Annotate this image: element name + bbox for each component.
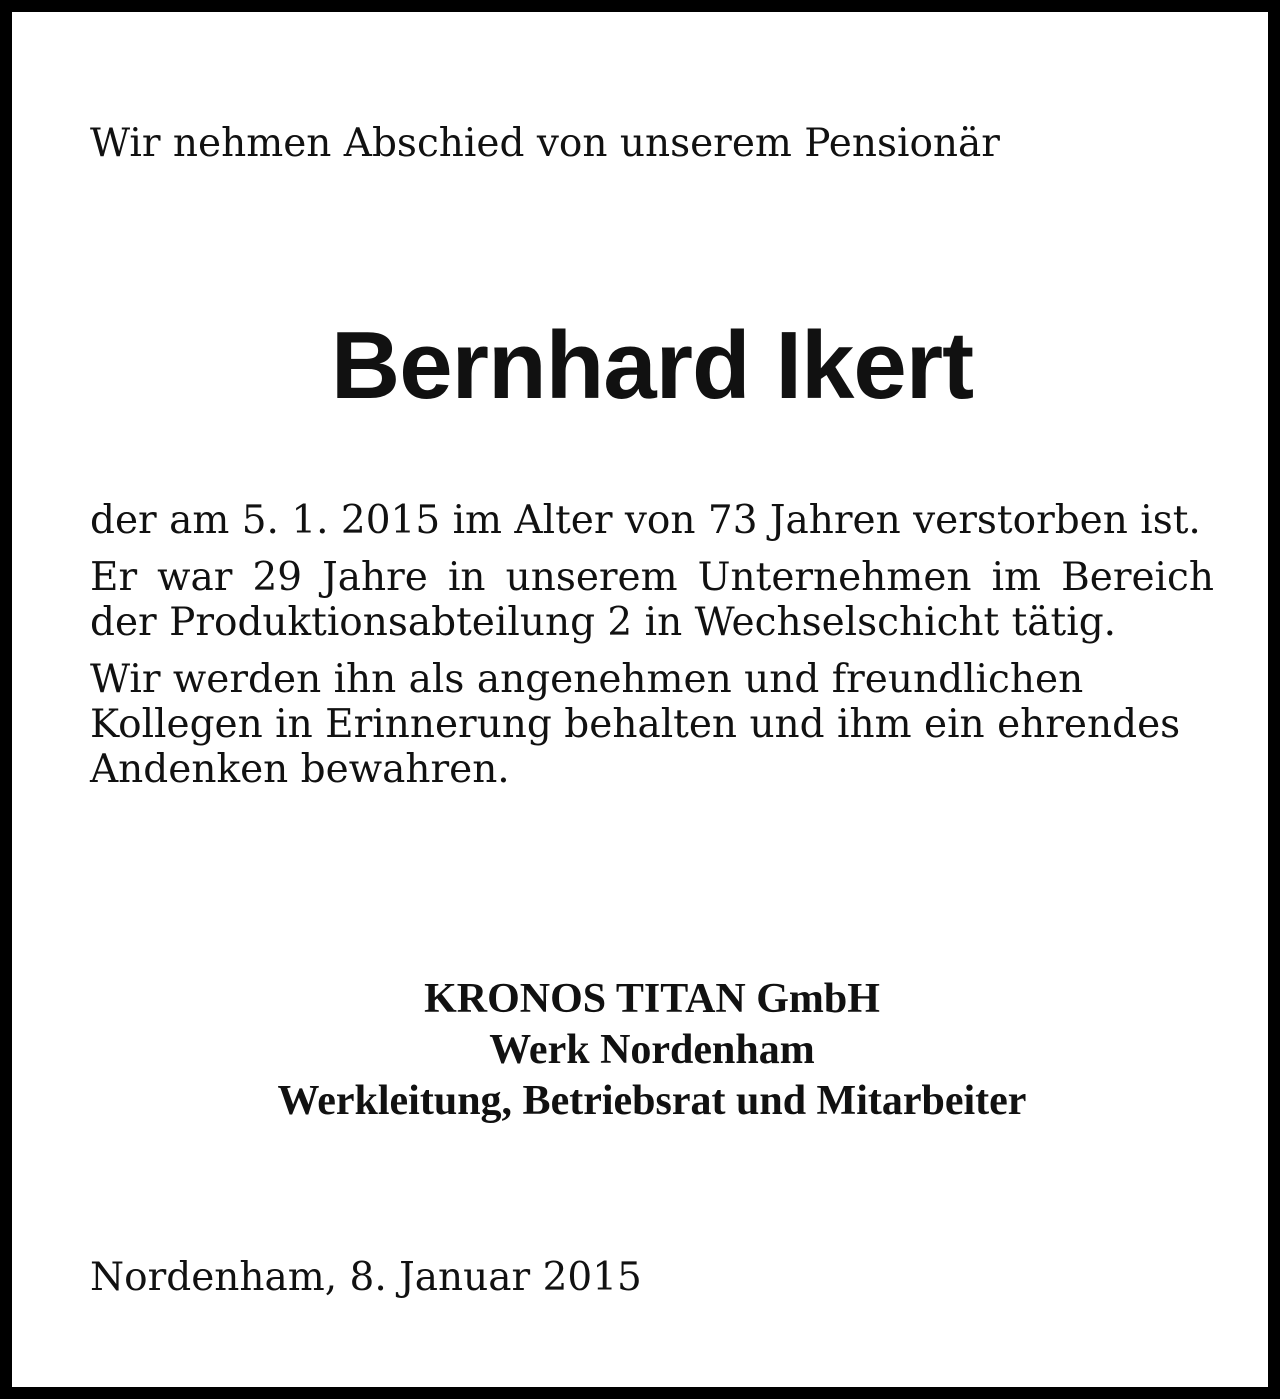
employment-paragraph: Er war 29 Jahre in unserem Unternehmen im Bereich der Produktionsabteilung 2 in Wechselschicht tätig. [90,555,1214,645]
company-name: KRONOS TITAN GmbH [424,976,880,1022]
signature-block [12,974,1280,1127]
death-date-paragraph: der am 5. 1. 2015 im Alter von 73 Jahren verstorben ist. [90,498,1201,543]
intro-line: Wir nehmen Abschied von unserem Pensionär [90,121,1000,166]
notice-body [90,498,1214,804]
deceased-name: Bernhard Ikert [330,312,974,419]
place-date: Nordenham, 8. Januar 2015 [90,1255,642,1300]
signatories: Werkleitung, Betriebsrat und Mitarbeiter [277,1078,1027,1124]
plant-name: Werk Nordenham [489,1027,815,1073]
remembrance-paragraph: Wir werden ihn als angenehmen und freundlichen Kollegen in Erinnerung behalten und ihm ein ehrendes Andenken bewahren. [90,657,1181,792]
